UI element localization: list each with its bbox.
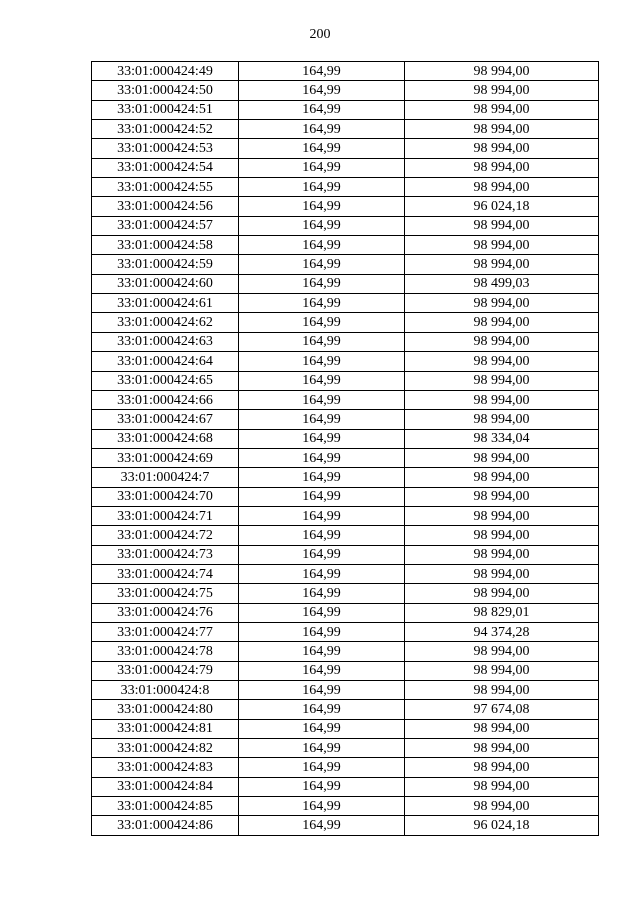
table-row	[92, 739, 599, 758]
area-cell: 164,99	[239, 758, 405, 777]
table-row	[92, 410, 599, 429]
cadastral-number-cell: 33:01:000424:8	[92, 681, 239, 700]
table-row	[92, 564, 599, 583]
area-cell: 164,99	[239, 545, 405, 564]
area-cell: 164,99	[239, 642, 405, 661]
value-cell: 98 994,00	[405, 390, 599, 409]
value-cell: 98 994,00	[405, 545, 599, 564]
cadastral-number-cell: 33:01:000424:63	[92, 332, 239, 351]
area-cell: 164,99	[239, 178, 405, 197]
cadastral-number-cell: 33:01:000424:79	[92, 661, 239, 680]
value-cell: 98 994,00	[405, 526, 599, 545]
value-cell: 96 024,18	[405, 197, 599, 216]
area-cell: 164,99	[239, 62, 405, 81]
area-cell: 164,99	[239, 468, 405, 487]
cadastral-number-cell: 33:01:000424:62	[92, 313, 239, 332]
table-row	[92, 468, 599, 487]
table-row	[92, 139, 599, 158]
value-cell: 96 024,18	[405, 816, 599, 835]
value-cell: 98 994,00	[405, 332, 599, 351]
value-cell: 98 994,00	[405, 100, 599, 119]
cadastral-number-cell: 33:01:000424:70	[92, 487, 239, 506]
value-cell: 94 374,28	[405, 622, 599, 641]
cadastral-number-cell: 33:01:000424:76	[92, 603, 239, 622]
table-row	[92, 700, 599, 719]
cadastral-number-cell: 33:01:000424:59	[92, 255, 239, 274]
area-cell: 164,99	[239, 313, 405, 332]
data-table	[91, 61, 599, 836]
cadastral-number-cell: 33:01:000424:82	[92, 739, 239, 758]
table-row	[92, 120, 599, 139]
value-cell: 98 994,00	[405, 255, 599, 274]
value-cell: 98 994,00	[405, 62, 599, 81]
value-cell: 98 994,00	[405, 797, 599, 816]
table-row	[92, 332, 599, 351]
table-row	[92, 216, 599, 235]
area-cell: 164,99	[239, 719, 405, 738]
value-cell: 98 994,00	[405, 468, 599, 487]
area-cell: 164,99	[239, 777, 405, 796]
table-row	[92, 487, 599, 506]
table-row	[92, 236, 599, 255]
area-cell: 164,99	[239, 120, 405, 139]
value-cell: 98 994,00	[405, 661, 599, 680]
cadastral-number-cell: 33:01:000424:85	[92, 797, 239, 816]
value-cell: 98 994,00	[405, 294, 599, 313]
table-row	[92, 274, 599, 293]
value-cell: 98 994,00	[405, 313, 599, 332]
value-cell: 98 994,00	[405, 506, 599, 525]
area-cell: 164,99	[239, 274, 405, 293]
area-cell: 164,99	[239, 816, 405, 835]
value-cell: 98 994,00	[405, 216, 599, 235]
table-row	[92, 506, 599, 525]
value-cell: 98 994,00	[405, 410, 599, 429]
area-cell: 164,99	[239, 681, 405, 700]
page-number: 200	[309, 27, 331, 42]
value-cell: 98 994,00	[405, 777, 599, 796]
cadastral-number-cell: 33:01:000424:81	[92, 719, 239, 738]
area-cell: 164,99	[239, 390, 405, 409]
cadastral-number-cell: 33:01:000424:80	[92, 700, 239, 719]
area-cell: 164,99	[239, 487, 405, 506]
table-row	[92, 642, 599, 661]
table-row	[92, 197, 599, 216]
table-row	[92, 448, 599, 467]
area-cell: 164,99	[239, 216, 405, 235]
value-cell: 97 674,08	[405, 700, 599, 719]
cadastral-number-cell: 33:01:000424:49	[92, 62, 239, 81]
cadastral-number-cell: 33:01:000424:52	[92, 120, 239, 139]
table-row	[92, 545, 599, 564]
area-cell: 164,99	[239, 81, 405, 100]
cadastral-number-cell: 33:01:000424:71	[92, 506, 239, 525]
value-cell: 98 994,00	[405, 564, 599, 583]
cadastral-number-cell: 33:01:000424:68	[92, 429, 239, 448]
value-cell: 98 994,00	[405, 584, 599, 603]
table-row	[92, 178, 599, 197]
table-row	[92, 313, 599, 332]
cadastral-number-cell: 33:01:000424:86	[92, 816, 239, 835]
area-cell: 164,99	[239, 448, 405, 467]
table-row	[92, 429, 599, 448]
table-row	[92, 816, 599, 835]
table-row	[92, 352, 599, 371]
area-cell: 164,99	[239, 158, 405, 177]
cadastral-number-cell: 33:01:000424:78	[92, 642, 239, 661]
table-row	[92, 797, 599, 816]
value-cell: 98 994,00	[405, 448, 599, 467]
cadastral-number-cell: 33:01:000424:66	[92, 390, 239, 409]
area-cell: 164,99	[239, 622, 405, 641]
table-row	[92, 584, 599, 603]
area-cell: 164,99	[239, 100, 405, 119]
area-cell: 164,99	[239, 255, 405, 274]
cadastral-number-cell: 33:01:000424:67	[92, 410, 239, 429]
cadastral-number-cell: 33:01:000424:55	[92, 178, 239, 197]
value-cell: 98 994,00	[405, 642, 599, 661]
cadastral-number-cell: 33:01:000424:77	[92, 622, 239, 641]
cadastral-number-cell: 33:01:000424:51	[92, 100, 239, 119]
cadastral-number-cell: 33:01:000424:83	[92, 758, 239, 777]
table-row	[92, 758, 599, 777]
value-cell: 98 994,00	[405, 352, 599, 371]
cadastral-number-cell: 33:01:000424:7	[92, 468, 239, 487]
value-cell: 98 994,00	[405, 236, 599, 255]
area-cell: 164,99	[239, 294, 405, 313]
value-cell: 98 994,00	[405, 681, 599, 700]
table-row	[92, 81, 599, 100]
value-cell: 98 994,00	[405, 139, 599, 158]
value-cell: 98 994,00	[405, 719, 599, 738]
value-cell: 98 499,03	[405, 274, 599, 293]
area-cell: 164,99	[239, 564, 405, 583]
area-cell: 164,99	[239, 506, 405, 525]
table-body	[92, 62, 599, 836]
cadastral-number-cell: 33:01:000424:69	[92, 448, 239, 467]
area-cell: 164,99	[239, 236, 405, 255]
cadastral-number-cell: 33:01:000424:60	[92, 274, 239, 293]
table-row	[92, 371, 599, 390]
table-row	[92, 681, 599, 700]
cadastral-number-cell: 33:01:000424:53	[92, 139, 239, 158]
cadastral-number-cell: 33:01:000424:72	[92, 526, 239, 545]
table-row	[92, 777, 599, 796]
cadastral-number-cell: 33:01:000424:50	[92, 81, 239, 100]
cadastral-number-cell: 33:01:000424:57	[92, 216, 239, 235]
value-cell: 98 994,00	[405, 371, 599, 390]
cadastral-number-cell: 33:01:000424:64	[92, 352, 239, 371]
value-cell: 98 334,04	[405, 429, 599, 448]
value-cell: 98 994,00	[405, 158, 599, 177]
area-cell: 164,99	[239, 584, 405, 603]
cadastral-number-cell: 33:01:000424:61	[92, 294, 239, 313]
area-cell: 164,99	[239, 139, 405, 158]
table-row	[92, 62, 599, 81]
cadastral-number-cell: 33:01:000424:58	[92, 236, 239, 255]
table-row	[92, 390, 599, 409]
table-row	[92, 158, 599, 177]
value-cell: 98 994,00	[405, 120, 599, 139]
table-row	[92, 294, 599, 313]
area-cell: 164,99	[239, 352, 405, 371]
value-cell: 98 994,00	[405, 739, 599, 758]
area-cell: 164,99	[239, 700, 405, 719]
area-cell: 164,99	[239, 197, 405, 216]
value-cell: 98 829,01	[405, 603, 599, 622]
area-cell: 164,99	[239, 603, 405, 622]
cadastral-number-cell: 33:01:000424:74	[92, 564, 239, 583]
area-cell: 164,99	[239, 739, 405, 758]
value-cell: 98 994,00	[405, 487, 599, 506]
table-row	[92, 255, 599, 274]
table-row	[92, 622, 599, 641]
area-cell: 164,99	[239, 410, 405, 429]
area-cell: 164,99	[239, 661, 405, 680]
area-cell: 164,99	[239, 526, 405, 545]
cadastral-number-cell: 33:01:000424:75	[92, 584, 239, 603]
value-cell: 98 994,00	[405, 178, 599, 197]
table-row	[92, 526, 599, 545]
cadastral-number-cell: 33:01:000424:84	[92, 777, 239, 796]
area-cell: 164,99	[239, 429, 405, 448]
area-cell: 164,99	[239, 332, 405, 351]
cadastral-number-cell: 33:01:000424:56	[92, 197, 239, 216]
area-cell: 164,99	[239, 371, 405, 390]
value-cell: 98 994,00	[405, 81, 599, 100]
cadastral-number-cell: 33:01:000424:73	[92, 545, 239, 564]
table-row	[92, 661, 599, 680]
table-row	[92, 603, 599, 622]
table-row	[92, 100, 599, 119]
cadastral-number-cell: 33:01:000424:54	[92, 158, 239, 177]
cadastral-number-cell: 33:01:000424:65	[92, 371, 239, 390]
value-cell: 98 994,00	[405, 758, 599, 777]
table-row	[92, 719, 599, 738]
area-cell: 164,99	[239, 797, 405, 816]
